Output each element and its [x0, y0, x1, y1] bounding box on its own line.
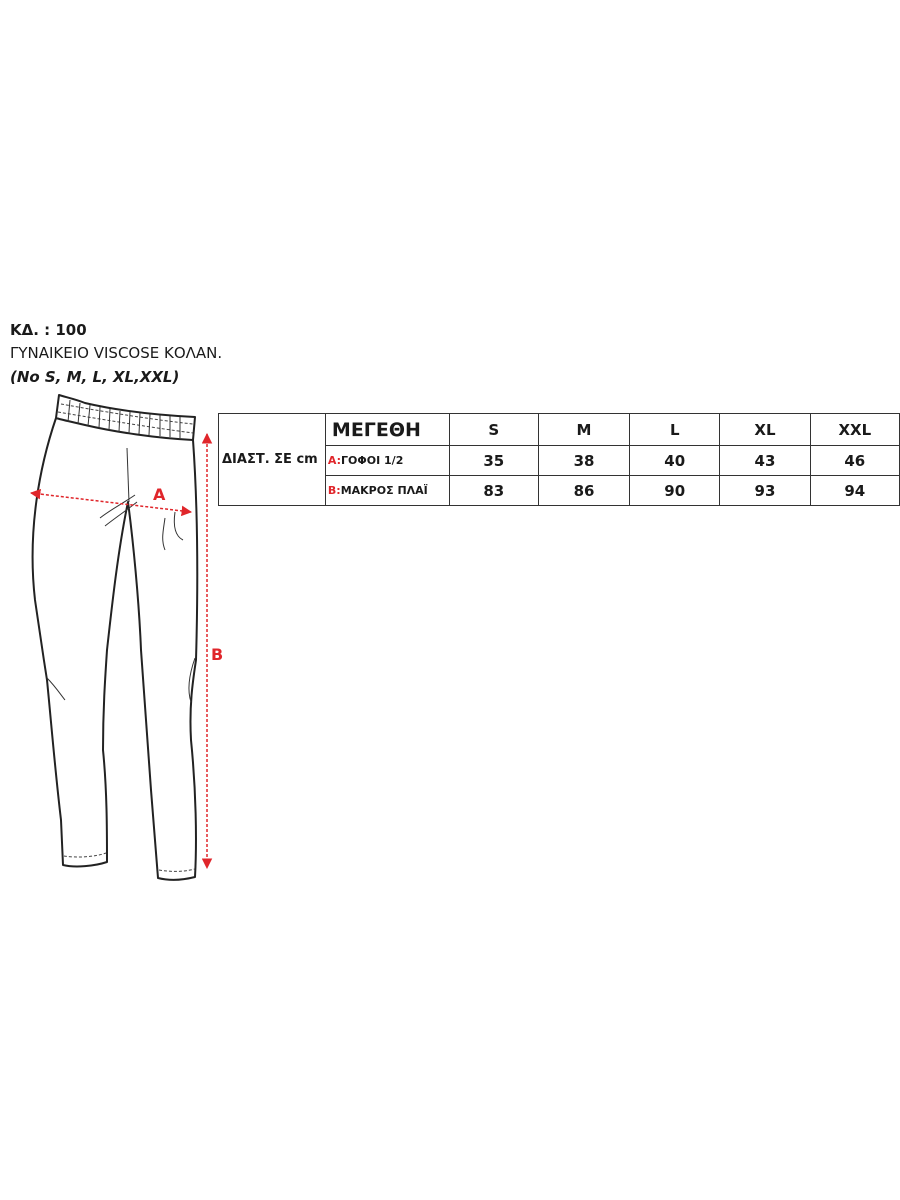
- table-cell: 43: [720, 446, 810, 476]
- table-cell: 46: [810, 446, 899, 476]
- row-letter-a: A:: [327, 454, 342, 467]
- table-header-row: [219, 414, 900, 446]
- table-cell: 86: [538, 476, 629, 506]
- unit-label-cell: ΔΙΑΣΤ. ΣΕ cm: [219, 414, 326, 506]
- row-label-side-length: [325, 476, 449, 506]
- row-label-hips: [325, 446, 449, 476]
- leggings-outline: [33, 395, 198, 880]
- table-cell: 38: [538, 446, 629, 476]
- sizes-label-cell: ΜΕΓΕΘΗ: [325, 414, 449, 446]
- measure-a-line: [31, 493, 191, 512]
- size-header-l: L: [630, 414, 720, 446]
- leggings-details: [58, 404, 195, 871]
- row-letter-b: B:: [327, 484, 341, 497]
- size-header-xl: XL: [720, 414, 810, 446]
- product-code: ΚΔ. : 100: [10, 321, 87, 339]
- fabric-creases: [47, 448, 195, 702]
- row-name-side-length: ΜΑΚΡΟΣ ΠΛΑΪ: [340, 484, 428, 497]
- size-header-s: S: [449, 414, 538, 446]
- size-chart-table: [218, 413, 900, 506]
- measure-a-label: A: [153, 485, 166, 504]
- size-header-xxl: XXL: [810, 414, 899, 446]
- size-header-m: M: [538, 414, 629, 446]
- table-cell: 94: [810, 476, 899, 506]
- row-name-hips: ΓΟΦΟΙ 1/2: [341, 454, 404, 467]
- measure-b-label: B: [211, 645, 224, 664]
- table-cell: 83: [449, 476, 538, 506]
- table-cell: 35: [449, 446, 538, 476]
- table-cell: 40: [630, 446, 720, 476]
- table-cell: 93: [720, 476, 810, 506]
- table-cell: 90: [630, 476, 720, 506]
- leggings-drawing: [15, 390, 230, 890]
- product-description: ΓΥΝΑΙΚΕΙΟ VISCOSE ΚΟΛΑΝ.: [10, 344, 223, 362]
- available-sizes: (No S, M, L, XL,XXL): [10, 368, 180, 386]
